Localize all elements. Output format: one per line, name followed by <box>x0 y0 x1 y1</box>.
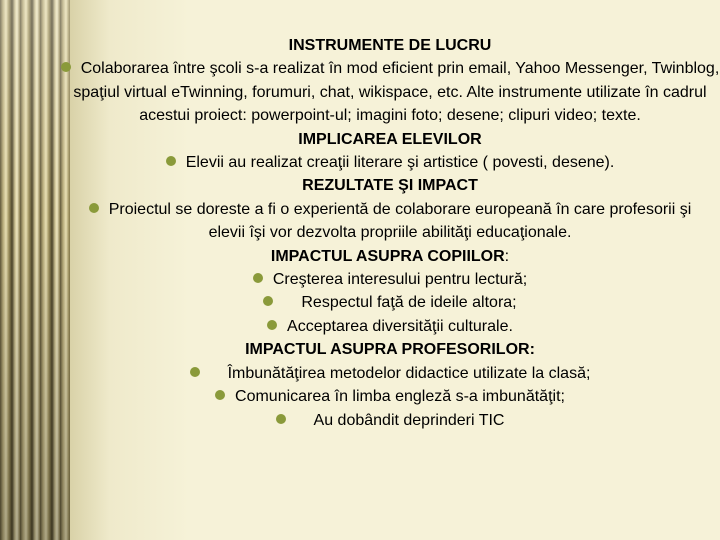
heading-implicarea: IMPLICAREA ELEVILOR <box>298 130 482 148</box>
item-copii-3-text: Acceptarea diversităţii culturale. <box>287 317 513 335</box>
bullet-icon <box>190 367 200 377</box>
item-copii-1-text: Creşterea interesului pentru lectură; <box>272 271 528 289</box>
bullet-icon <box>267 320 277 330</box>
bullet-icon <box>253 273 263 283</box>
item-copii-1 <box>70 268 710 291</box>
item-copii-2 <box>70 291 710 314</box>
slide-content <box>70 34 720 432</box>
item-implicarea-text: Elevii au realizat creaţii literare şi artistice ( povesti, desene). <box>185 154 615 172</box>
item-rezultate-text: Proiectul se doreste a fi o experientă de colaborare europeană în care profesorii şi elevii îşi vor dezvolta propriile abilităţi educaţionale. <box>108 200 692 242</box>
bullet-icon <box>276 414 286 424</box>
item-implicarea <box>70 151 710 174</box>
item-profesori-3 <box>70 409 710 432</box>
bullet-icon <box>215 390 225 400</box>
item-profesori-2-text: Comunicarea în limba engleză s-a imbunătăţit; <box>235 388 565 406</box>
item-profesori-3-text: Au dobândit deprinderi TIC <box>313 411 505 429</box>
heading-copii-text: IMPACTUL ASUPRA COPIILOR <box>270 247 505 265</box>
item-rezultate <box>70 198 710 245</box>
item-profesori-1 <box>70 362 710 385</box>
heading-copii-colon: : <box>504 247 510 265</box>
heading-rezultate: REZULTATE ŞI IMPACT <box>302 177 478 195</box>
item-profesori-2 <box>70 385 710 408</box>
item-instrumente <box>58 57 720 127</box>
heading-profesori: IMPACTUL ASUPRA PROFESORILOR: <box>245 341 535 359</box>
bullet-icon <box>263 296 273 306</box>
item-profesori-1-text: Îmbunătăţirea metodelor didactice utilizate la clasă; <box>227 364 591 382</box>
bullet-icon <box>166 156 176 166</box>
heading-instrumente: INSTRUMENTE DE LUCRU <box>288 37 492 54</box>
heading-copii <box>70 245 710 268</box>
item-copii-2-text: Respectul faţă de ideile altora; <box>301 294 517 312</box>
bullet-icon <box>89 203 99 213</box>
item-instrumente-text: Colaborarea între şcoli s-a realizat în mod eficient prin email, Yahoo Messenger, Twinblog, spaţiul virtual eTwinning, forumuri, chat, wikispace, etc. Alte instrumente utilizate în cadrul acestui proiect: powerpoint-ul; imagini foto; desene; clipuri video; texte. <box>73 60 720 125</box>
bullet-icon <box>61 62 71 72</box>
item-copii-3 <box>70 315 710 338</box>
